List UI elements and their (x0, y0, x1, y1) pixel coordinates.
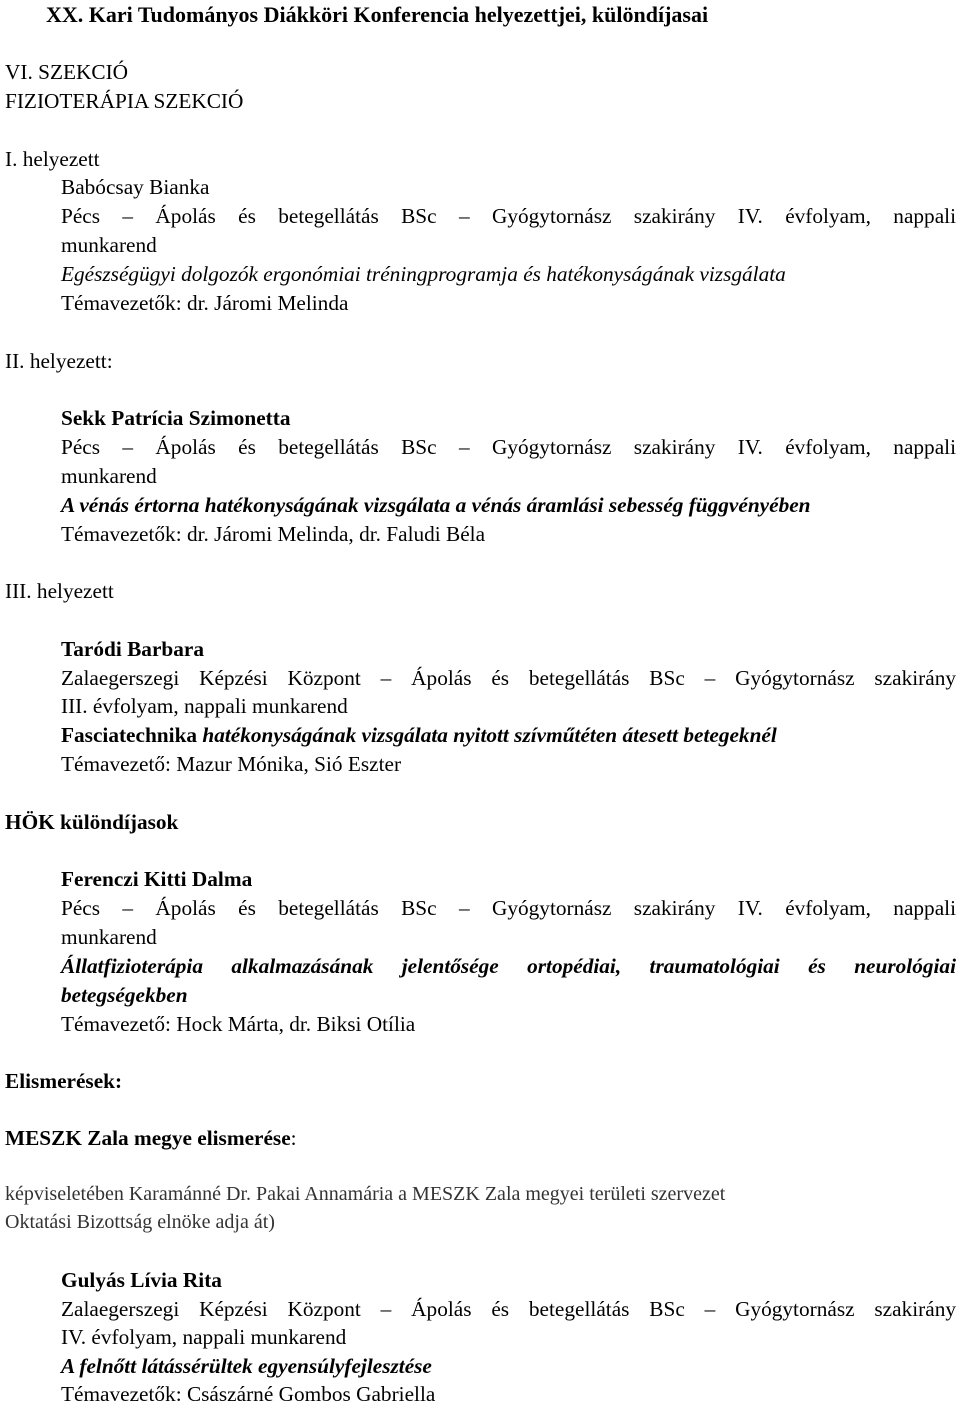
place2-name: Sekk Patrícia Szimonetta (61, 406, 291, 430)
place3-program: Zalaegerszegi Képzési Központ – Ápolás és betegellátás BSc – Gyógytornász szakirány (61, 666, 956, 690)
hok-thesis-cont: betegségekben (61, 983, 188, 1007)
hok-program-cont: munkarend (61, 925, 157, 949)
recognition-program: Zalaegerszegi Képzési Központ – Ápolás és betegellátás BSc – Gyógytornász szakirány (61, 1297, 956, 1321)
place1-name: Babócsay Bianka (61, 175, 210, 199)
presenter-line1: képviseletében Karamánné Dr. Pakai Annamária a MESZK Zala megyei területi szervezet (5, 1183, 726, 1205)
hok-supervisors: Témavezető: Hock Márta, dr. Biksi Otília (61, 1012, 416, 1036)
recognition-thesis: A felnőtt látássérültek egyensúlyfejlesztése (61, 1354, 432, 1378)
place3-thesis (61, 721, 777, 750)
place1-program-cont: munkarend (61, 233, 157, 257)
place1-program: Pécs – Ápolás és betegellátás BSc – Gyógytornász szakirány IV. évfolyam, nappali (61, 204, 956, 228)
hok-program: Pécs – Ápolás és betegellátás BSc – Gyógytornász szakirány IV. évfolyam, nappali (61, 896, 956, 920)
place3-name: Taródi Barbara (61, 637, 204, 661)
section-name: FIZIOTERÁPIA SZEKCIÓ (5, 89, 244, 113)
place3-thesis-lead: Fasciatechnika (61, 723, 198, 747)
place2-thesis: A vénás értorna hatékonyságának vizsgálata a vénás áramlási sebesség függvényében (61, 493, 811, 517)
place2-label: II. helyezett: (5, 349, 113, 373)
place3-label: III. helyezett (5, 579, 114, 603)
section-number: VI. SZEKCIÓ (5, 60, 129, 84)
place2-program: Pécs – Ápolás és betegellátás BSc – Gyógytornász szakirány IV. évfolyam, nappali (61, 435, 956, 459)
meszk-label: MESZK Zala megye elismerése (5, 1126, 291, 1150)
hok-thesis: Állatfizioterápia alkalmazásának jelentősége ortopédiai, traumatológiai és neurológiai (61, 954, 956, 978)
place3-program-cont: III. évfolyam, nappali munkarend (61, 694, 348, 718)
place1-thesis: Egészségügyi dolgozók ergonómiai tréningprogramja és hatékonyságának vizsgálata (61, 262, 786, 286)
place2-supervisors: Témavezetők: dr. Járomi Melinda, dr. Faludi Béla (61, 522, 486, 546)
place3-supervisors: Témavezető: Mazur Mónika, Sió Eszter (61, 752, 402, 776)
hok-name: Ferenczi Kitti Dalma (61, 867, 253, 891)
recognition-name: Gulyás Lívia Rita (61, 1268, 222, 1292)
recognitions-label: Elismerések: (5, 1069, 123, 1093)
place1-supervisors: Témavezetők: dr. Járomi Melinda (61, 291, 349, 315)
meszk-colon: : (290, 1126, 297, 1150)
recognition-program-cont: IV. évfolyam, nappali munkarend (61, 1325, 347, 1349)
recognition-supervisors: Témavezetők: Császárné Gombos Gabriella (61, 1382, 436, 1406)
place2-program-cont: munkarend (61, 464, 157, 488)
place1-label: I. helyezett (5, 147, 100, 171)
hok-label: HÖK különdíjasok (5, 810, 179, 834)
page-title: XX. Kari Tudományos Diákköri Konferencia helyezettjei, különdíjasai (46, 2, 709, 27)
place3-thesis-rest: hatékonyságának vizsgálata nyitott szívműtéten átesett betegeknél (197, 723, 777, 747)
presenter-line2: Oktatási Bizottság elnöke adja át) (5, 1211, 275, 1233)
meszk-heading (5, 1124, 297, 1153)
